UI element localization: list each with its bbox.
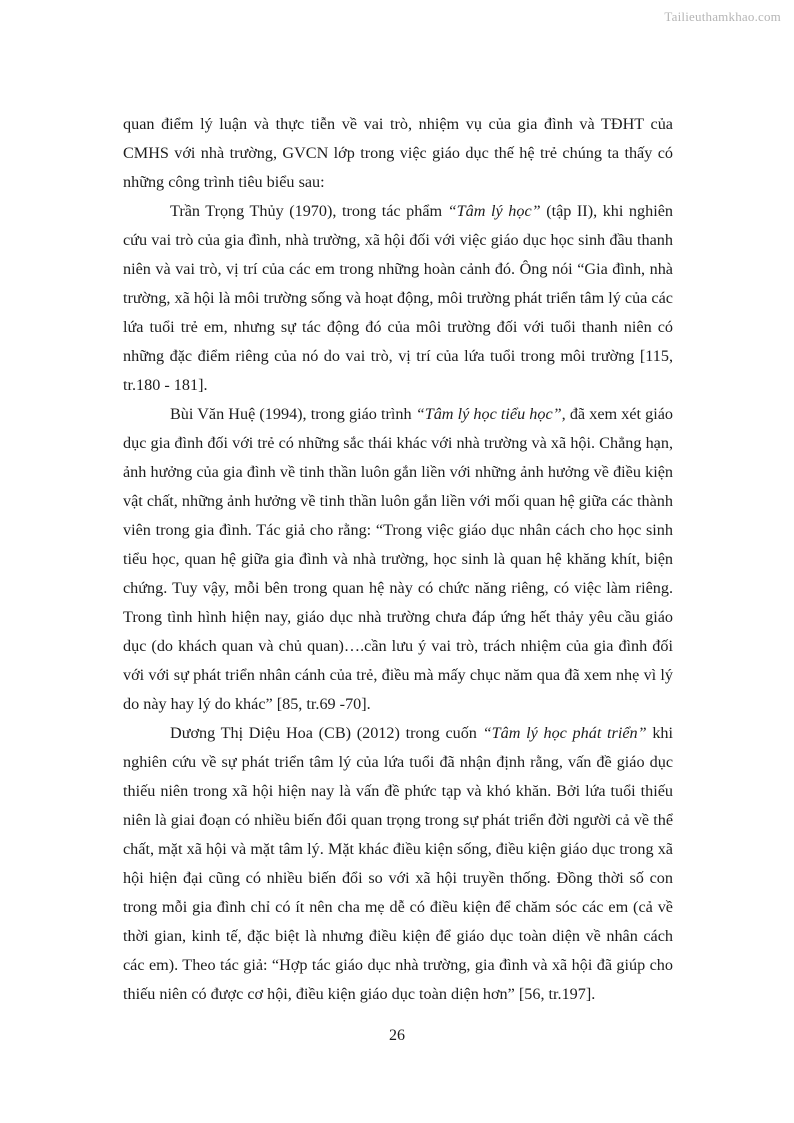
text-run: Trần Trọng Thủy (1970), trong tác phẩm [170,202,448,220]
page-number: 26 [389,1027,405,1044]
text-run: (tập II), khi nghiên cứu vai trò của gia đình, nhà trường, xã hội đối với việc giáo dục học sinh đầu thanh niên và vai trò, vị trí của các em trong những hoàn cảnh đó. Ông nói “Gia đình, nhà trường, xã hội là môi trường sống và hoạt động, môi trường phát triển tâm lý của các lứa tuổi trẻ em, nhưng sự tác động đó của môi trường đối với tuổi thanh niên có những đặc điểm riêng của nó do vai trò, vị trí của lứa tuổi trong môi trường [115, tr.180 - 181]. [123,202,673,394]
text-run: quan điểm lý luận và thực tiễn về vai trò, nhiệm vụ của gia đình và TĐHT của CMHS với nhà trường, GVCN lớp trong việc giáo dục thế hệ trẻ chúng ta thấy có những công trình tiêu biểu sau: [123,115,673,191]
text-run: đã xem xét giáo dục gia đình đối với trẻ có những sắc thái khác với nhà trường và xã hội. Chẳng hạn, ảnh hưởng của gia đình về tinh thần luôn gắn liền với những ảnh hưởng về điều kiện vật chất, những ảnh hưởng về tinh thần luôn gắn liền với mối quan hệ giữa các thành viên trong gia đình. Tác giả cho rằng: “Trong việc giáo dục nhân cách cho học sinh tiểu học, quan hệ giữa gia đình và nhà trường, học sinh là quan hệ khăng khít, biện chứng. Tuy vậy, mỗi bên trong quan hệ này có chức năng riêng, có việc làm riêng. Trong tình hình hiện nay, giáo dục nhà trường chưa đáp ứng hết thảy yêu cầu giáo dục (do khách quan và chủ quan)….cần lưu ý vai trò, trách nhiệm của gia đình đối với với sự phát triển nhân cánh của trẻ, điều mà mấy chục năm qua đã xem nhẹ vì lý do này hay lý do khác” [85, tr.69 -70]. [123,405,673,713]
text-run: khi nghiên cứu về sự phát triển tâm lý của lứa tuổi đã nhận định rằng, vấn đề giáo dục thiếu niên trong xã hội hiện nay là vấn đề phức tạp và khó khăn. Bởi lứa tuổi thiếu niên là giai đoạn có nhiều biến đổi quan trọng trong sự phát triển đời người cả về thể chất, mặt xã hội và mặt tâm lý. Mặt khác điều kiện sống, điều kiện giáo dục trong xã hội hiện đại cũng có nhiều biến đổi so với xã hội truyền thống. Đồng thời số con trong mỗi gia đình chỉ có ít nên cha mẹ dễ có điều kiện để chăm sóc các em (cả về thời gian, kinh tế, đặc biệt là nhưng điều kiện để giáo dục toàn diện về nhân cách các em). Theo tác giả: “Hợp tác giáo dục nhà trường, gia đình và xã hội đã giúp cho thiếu niên có được cơ hội, điều kiện giáo dục toàn diện hơn” [56, tr.197]. [123,724,674,1003]
italic-text-run: “Tâm lý học phát triển” [482,724,647,742]
document-body [123,110,673,1009]
paragraph [123,400,673,719]
watermark: Tailieuthamkhao.com [664,9,781,24]
text-run: Bùi Văn Huệ (1994), trong giáo trình [170,405,416,423]
text-run: Dương Thị Diệu Hoa (CB) (2012) trong cuốn [170,724,483,742]
italic-text-run: “Tâm lý học” [447,202,541,220]
italic-text-run: “Tâm lý học tiểu học”, [415,405,566,423]
paragraph [123,719,673,1009]
paragraph [123,197,673,400]
paragraph [123,110,673,197]
